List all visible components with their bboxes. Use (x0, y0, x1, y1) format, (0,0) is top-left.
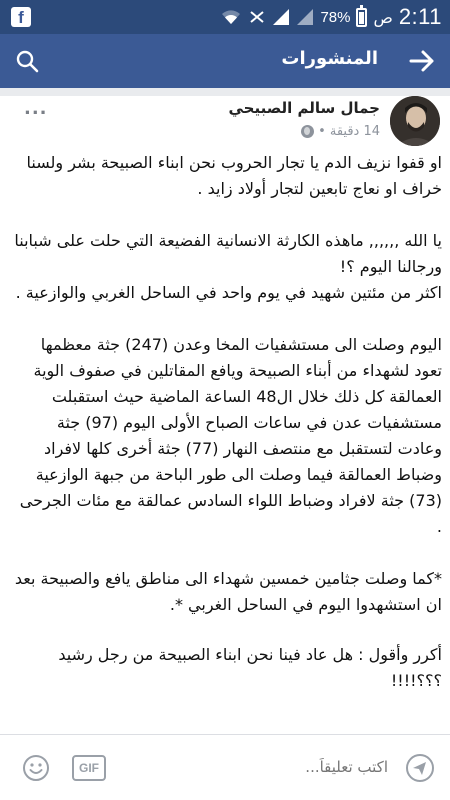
status-right (220, 0, 442, 34)
battery-icon (356, 8, 367, 27)
signal-off-icon (248, 8, 266, 26)
comment-bar (0, 734, 450, 800)
globe-icon (301, 125, 314, 138)
smiley-icon[interactable] (22, 754, 50, 782)
post-paragraph: يا الله ,,,,,, ماهذه الكارثة الانسانية الفضيعة التي حلت على شبابنا ورجالنا اليوم ؟! (14, 231, 442, 276)
post-time: 14 دقيقة (329, 124, 380, 139)
post-paragraph: او قفوا نزيف الدم يا تجار الحروب نحن ابناء الصبيحة بشر ولسنا خراف او نعاج تابعين لتجار أولاد زايد . (26, 153, 442, 198)
post-header (0, 96, 450, 154)
divider (0, 88, 450, 96)
gif-icon[interactable]: GIF (72, 755, 106, 781)
status-bar (0, 0, 450, 34)
search-icon[interactable] (14, 48, 40, 74)
post-paragraph: *كما وصلت جثامين خمسين شهداء الى مناطق يافع والصبيحة بعد ان استشهدوا اليوم في الساحل الغربي *. (14, 569, 442, 614)
back-arrow-icon[interactable] (408, 48, 436, 74)
signal-icon-2 (296, 8, 314, 26)
wifi-icon (220, 8, 242, 26)
send-icon[interactable] (405, 753, 435, 783)
time-period: ص (373, 7, 393, 27)
avatar[interactable] (390, 96, 440, 146)
title-bar (0, 34, 450, 88)
post-body (10, 150, 442, 694)
signal-icon (272, 8, 290, 26)
post-paragraph: أكرر وأقول : هل عاد فينا نحن ابناء الصبيحة من رجل رشيد ؟؟؟!!!! (58, 645, 442, 690)
post-paragraph: اليوم وصلت الى مستشفيات المخا وعدن (247) جثة معظمها تعود لشهداء من أبناء الصبيحة ويافع المقاتلين في صفوف الوية العمالقة كل ذلك خلال ال48 الساعة الماضية حيث استقبلت مستشفيات عدن في ساعات الصباح الأولى اليوم (97) جثة وعادت لتستقبل مع منتصف النهار (77) جثة أخرى كلها لافراد وضباط العمالقة فيما وصلت الى طور الباحة من جبهة الوازعية (73) جثة لافراد وضباط اللواء السادس عمالقة مع مئات الجرحى . (19, 335, 442, 536)
facebook-icon: f (11, 7, 31, 27)
page-title: المنشورات (281, 48, 378, 69)
avatar-image (390, 96, 440, 146)
clock: 2:11 (398, 4, 442, 29)
comment-input[interactable] (112, 749, 394, 785)
more-icon[interactable]: ... (24, 98, 48, 119)
post-author[interactable]: جمال سالم الصبيحي (228, 99, 380, 117)
post-meta (301, 124, 380, 139)
post-paragraph: اكثر من مئتين شهيد في يوم واحد في الساحل الغربي والوازعية . (15, 283, 442, 302)
meta-separator: • (318, 124, 326, 139)
battery-percent: 78% (320, 8, 351, 26)
